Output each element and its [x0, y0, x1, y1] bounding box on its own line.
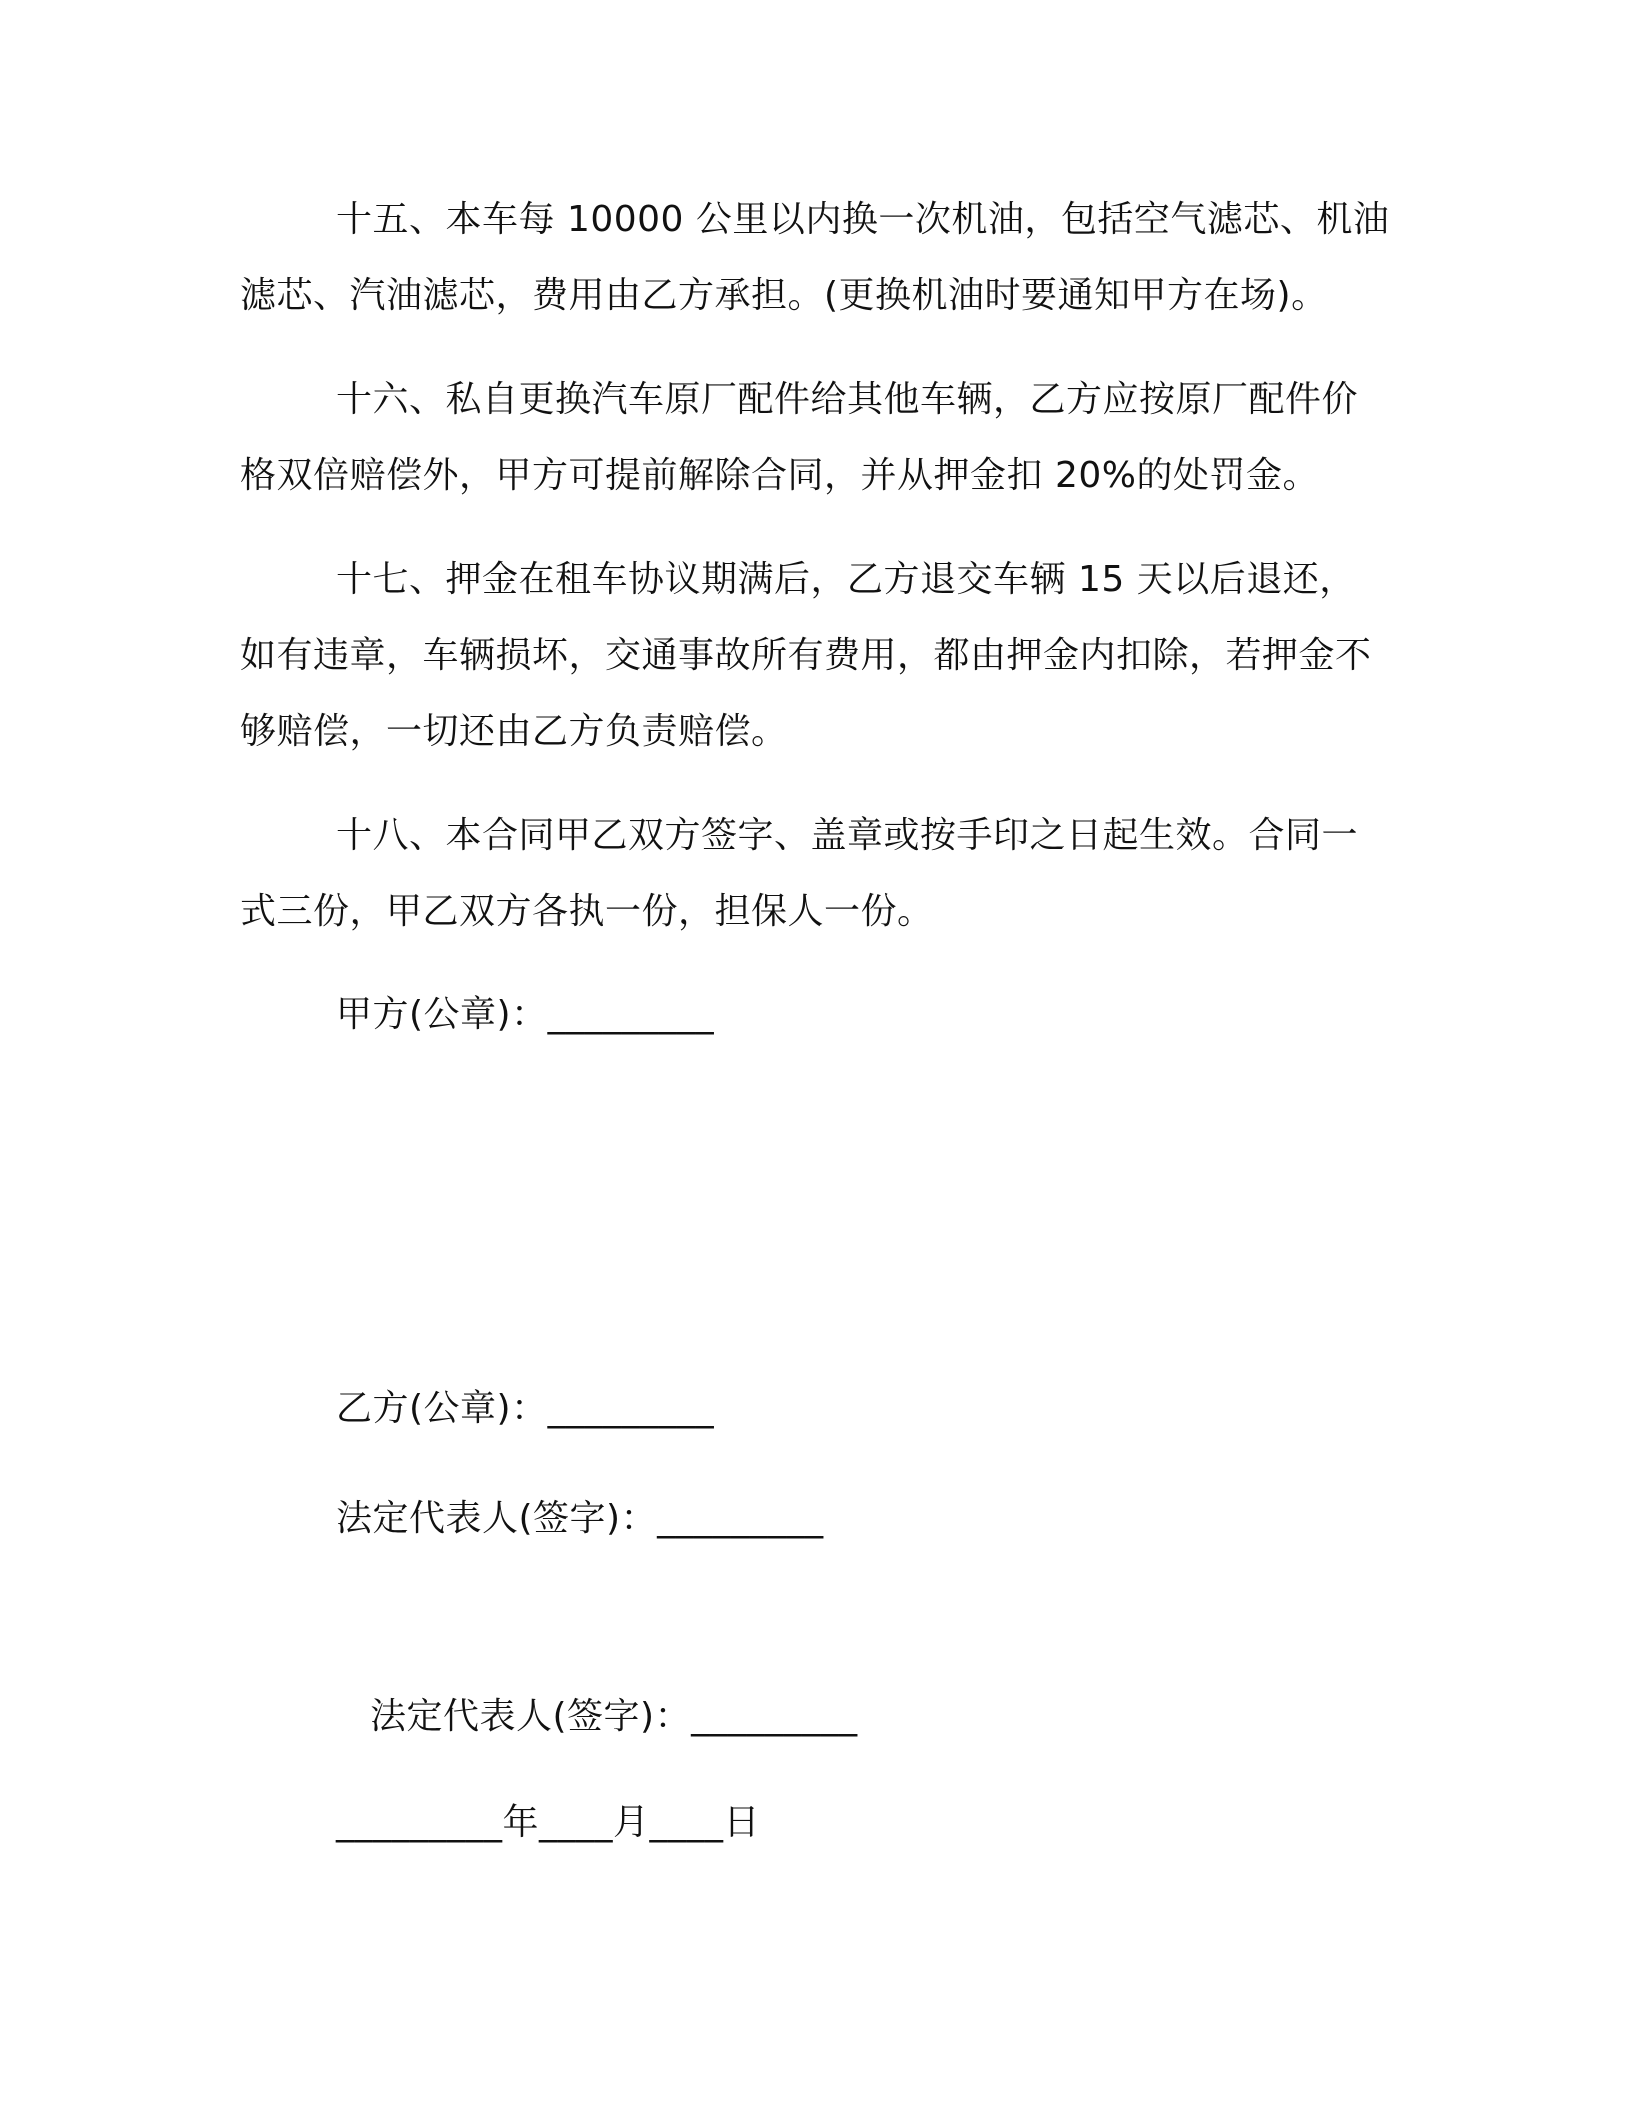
legal-representative-line-2: 法定代表人(签字)：_________	[370, 1696, 858, 1737]
date-line: _________年____月____日	[336, 1802, 760, 1843]
party-b-seal-line: 乙方(公章)：_________	[336, 1388, 715, 1429]
clause-15: 十五、本车每 10000 公里以内换一次机油，包括空气滤芯、机油滤芯、汽油滤芯，费用由乙方承担。(更换机油时要通知甲方在场)。	[240, 199, 1390, 316]
party-a-seal-line: 甲方(公章)：_________	[336, 994, 715, 1035]
clause-16: 十六、私自更换汽车原厂配件给其他车辆，乙方应按原厂配件价格双倍赔偿外，甲方可提前解除合同，并从押金扣 20%的处罚金。	[240, 379, 1359, 496]
clause-17: 十七、押金在租车协议期满后，乙方退交车辆 15 天以后退还，如有违章，车辆损坏，交通事故所有费用，都由押金内扣除，若押金不够赔偿，一切还由乙方负责赔偿。	[240, 559, 1372, 752]
clause-18: 十八、本合同甲乙双方签字、盖章或按手印之日起生效。合同一式三份，甲乙双方各执一份，担保人一份。	[240, 815, 1359, 932]
legal-representative-line-1: 法定代表人(签字)：_________	[336, 1498, 824, 1539]
